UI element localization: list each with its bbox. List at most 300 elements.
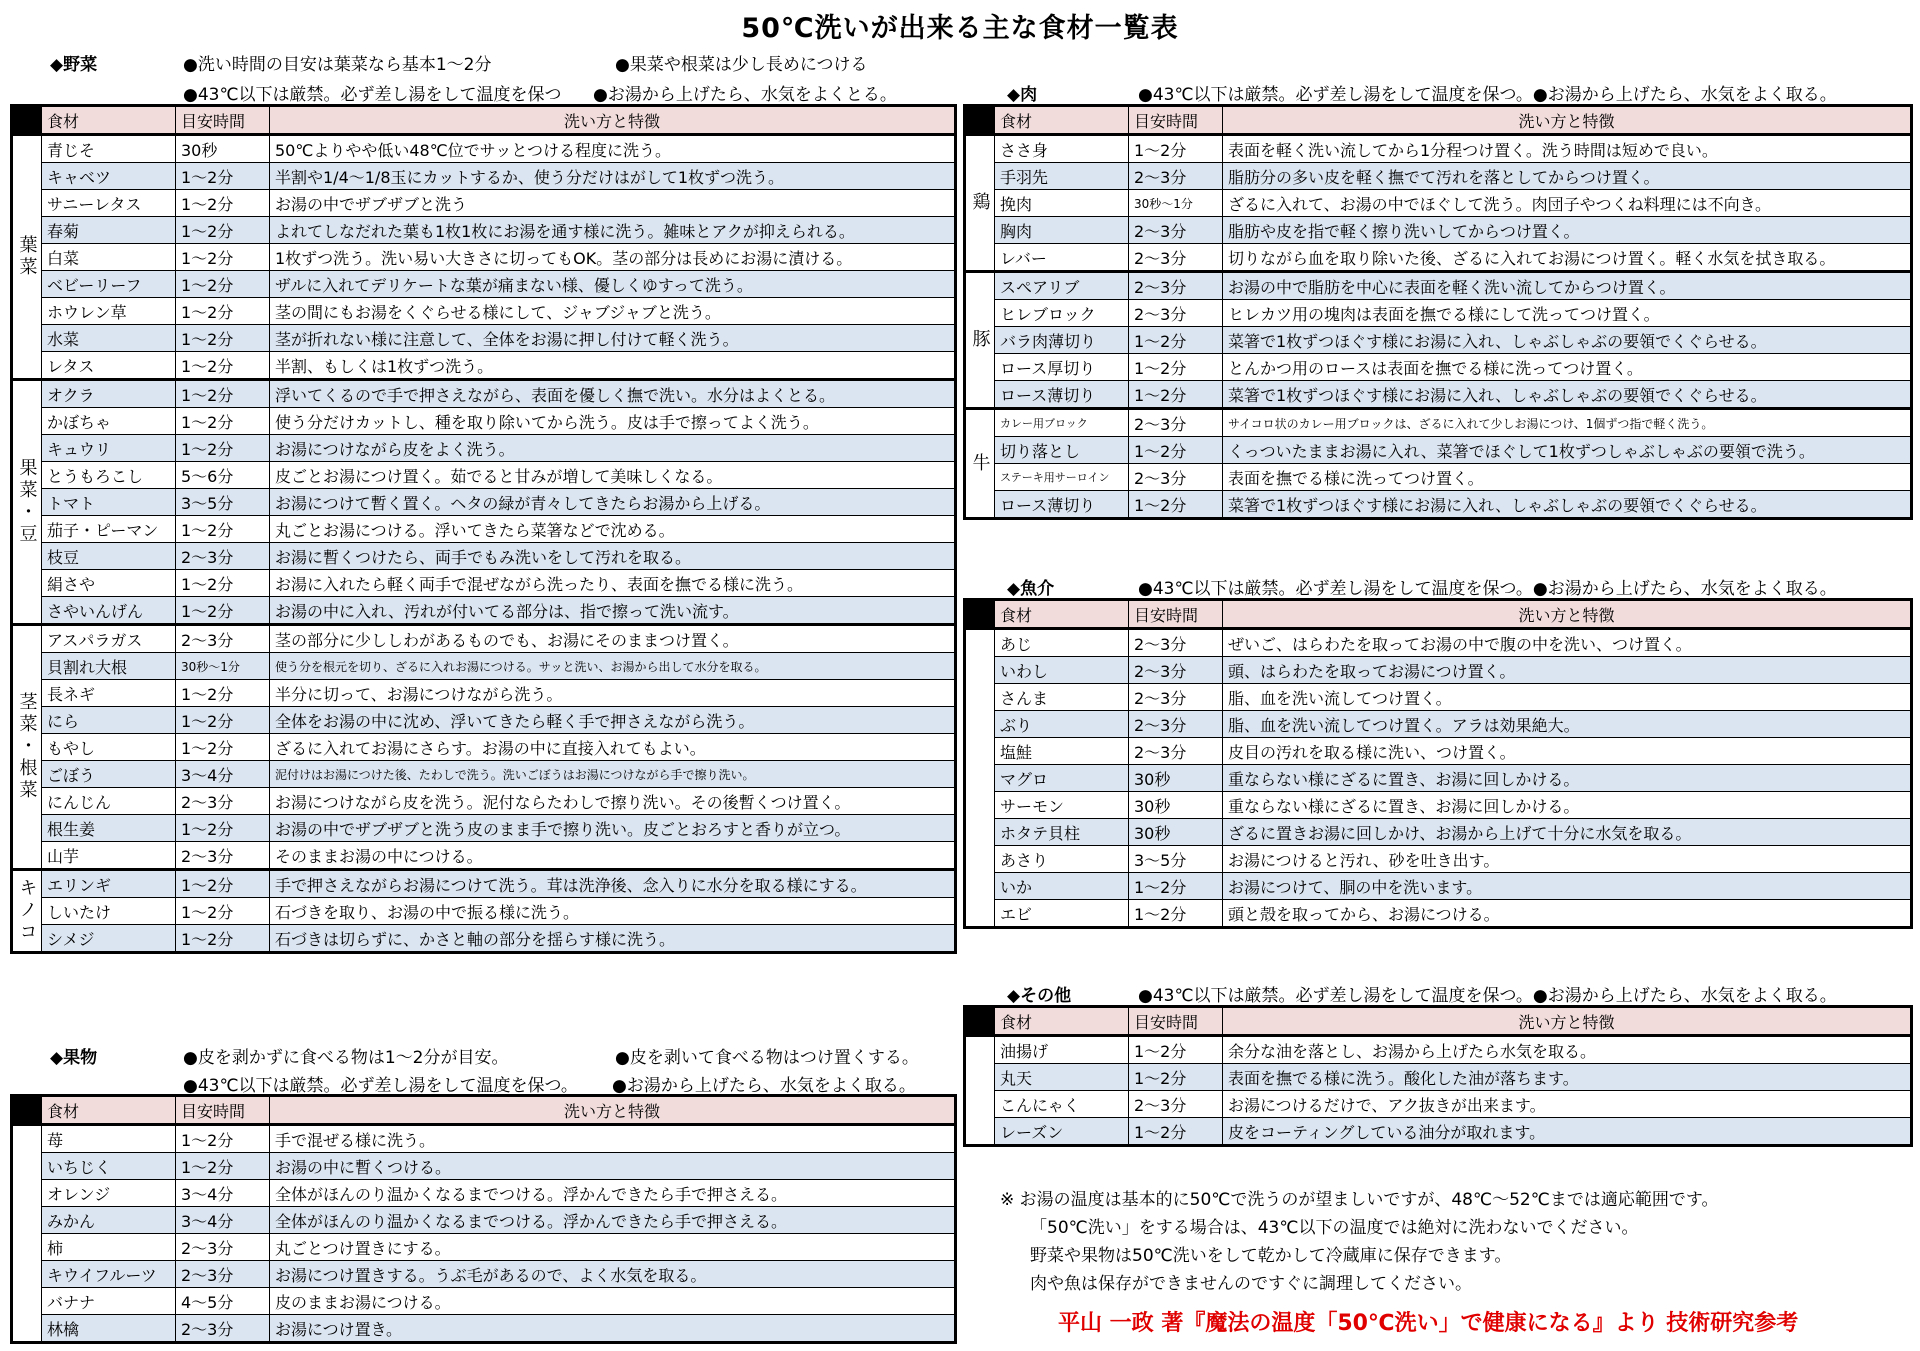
time-cell: 2～3分 xyxy=(1129,657,1223,684)
method-cell: お湯の中で脂肪を中心に表面を軽く洗い流してからつけ置く。 xyxy=(1223,272,1912,300)
method-cell: お湯に暫くつけたら、両手でもみ洗いをして汚れを取る。 xyxy=(270,543,956,570)
food-cell: オクラ xyxy=(42,380,176,408)
table-row xyxy=(965,765,1912,792)
time-cell: 1～2分 xyxy=(176,570,270,597)
food-cell: 青じそ xyxy=(42,135,176,163)
food-cell: あさり xyxy=(995,846,1129,873)
food-cell: とうもろこし xyxy=(42,462,176,489)
food-cell: キウイフルーツ xyxy=(42,1261,176,1288)
time-cell: 1～2分 xyxy=(1129,1064,1223,1091)
method-cell: お湯に入れたら軽く両手で混ぜながら洗ったり、表面を撫でる様に洗う。 xyxy=(270,570,956,597)
table-row xyxy=(12,244,956,271)
food-cell: かぼちゃ xyxy=(42,408,176,435)
table-row xyxy=(12,163,956,190)
method-cell: 皮のままお湯につける。 xyxy=(270,1288,956,1315)
food-cell: レタス xyxy=(42,352,176,380)
time-cell: 1～2分 xyxy=(176,380,270,408)
food-cell: ヒレブロック xyxy=(995,300,1129,327)
method-cell: お湯につけると汚れ、砂を吐き出す。 xyxy=(1223,846,1912,873)
table-row xyxy=(965,217,1912,244)
time-cell: 30秒 xyxy=(1129,819,1223,846)
veg-note-4: ●お湯から上げたら、水気をよくとる。 xyxy=(593,85,897,105)
table-row xyxy=(12,1315,956,1343)
time-cell: 4～5分 xyxy=(176,1288,270,1315)
group-label: 鶏 xyxy=(965,135,995,272)
method-cell: くっついたままお湯に入れ、菜箸でほぐして1枚ずつしゃぶしゃぶの要領で洗う。 xyxy=(1223,437,1912,464)
method-cell: 1枚ずつ洗う。洗い易い大きさに切ってもOK。茎の部分は長めにお湯に漬ける。 xyxy=(270,244,956,271)
food-cell: バナナ xyxy=(42,1288,176,1315)
time-cell: 2～3分 xyxy=(1129,629,1223,657)
group-label: 茎菜・根菜 xyxy=(12,625,42,870)
time-cell: 2～3分 xyxy=(1129,217,1223,244)
food-cell: レーズン xyxy=(995,1118,1129,1146)
time-cell: 1～2分 xyxy=(1129,381,1223,409)
method-cell: お湯の中に暫くつける。 xyxy=(270,1153,956,1180)
time-cell: 1～2分 xyxy=(1129,354,1223,381)
table-header-row xyxy=(965,1007,1912,1036)
table-row xyxy=(12,1261,956,1288)
time-cell: 1～2分 xyxy=(176,244,270,271)
table-row xyxy=(12,1180,956,1207)
food-cell: ぶり xyxy=(995,711,1129,738)
food-cell: 苺 xyxy=(42,1125,176,1153)
table-row xyxy=(12,761,956,788)
time-cell: 2～3分 xyxy=(1129,684,1223,711)
header-corner xyxy=(965,600,995,629)
method-cell: 50℃よりやや低い48℃位でサッとつける程度に洗う。 xyxy=(270,135,956,163)
time-cell: 1～2分 xyxy=(176,435,270,462)
table-row xyxy=(12,325,956,352)
food-cell: あじ xyxy=(995,629,1129,657)
time-cell: 1～2分 xyxy=(176,352,270,380)
method-cell: 半割、もしくは1枚ずつ洗う。 xyxy=(270,352,956,380)
time-cell: 3～4分 xyxy=(176,1207,270,1234)
header-time: 目安時間 xyxy=(176,106,270,135)
food-cell: トマト xyxy=(42,489,176,516)
food-cell: マグロ xyxy=(995,765,1129,792)
fruit-note-2: ●皮を剥いて食べる物はつけ置くする。 xyxy=(615,1048,919,1068)
table-row xyxy=(12,1125,956,1153)
header-time: 目安時間 xyxy=(1129,600,1223,629)
table-row xyxy=(12,734,956,761)
header-food: 食材 xyxy=(995,600,1129,629)
table-row xyxy=(12,842,956,870)
table-row xyxy=(965,1064,1912,1091)
food-cell: さんま xyxy=(995,684,1129,711)
fish-table xyxy=(963,598,1913,929)
table-row xyxy=(965,846,1912,873)
method-cell: 使う分だけカットし、種を取り除いてから洗う。皮は手で擦ってよく洗う。 xyxy=(270,408,956,435)
time-cell: 1～2分 xyxy=(176,516,270,543)
header-method: 洗い方と特徴 xyxy=(1223,106,1912,135)
food-cell: 塩鮭 xyxy=(995,738,1129,765)
food-cell: 油揚げ xyxy=(995,1036,1129,1064)
time-cell: 2～3分 xyxy=(1129,464,1223,491)
time-cell: 1～2分 xyxy=(176,163,270,190)
method-cell: 菜箸で1枚ずつほぐす様にお湯に入れ、しゃぶしゃぶの要領でくぐらせる。 xyxy=(1223,491,1912,519)
table-row xyxy=(12,653,956,680)
food-cell: にら xyxy=(42,707,176,734)
group-spacer xyxy=(965,629,995,928)
food-cell: 手羽先 xyxy=(995,163,1129,190)
time-cell: 1～2分 xyxy=(1129,491,1223,519)
fruit-table xyxy=(10,1094,957,1344)
food-cell: 茄子・ピーマン xyxy=(42,516,176,543)
table-row xyxy=(12,625,956,653)
food-cell: にんじん xyxy=(42,788,176,815)
other-table xyxy=(963,1005,1913,1147)
method-cell: お湯につけて暫く置く。ヘタの緑が青々してきたらお湯から上げる。 xyxy=(270,489,956,516)
table-row xyxy=(12,680,956,707)
food-cell: エビ xyxy=(995,900,1129,928)
header-food: 食材 xyxy=(42,106,176,135)
food-cell: ステーキ用サーロイン xyxy=(995,464,1129,491)
method-cell: 重ならない様にざるに置き、お湯に回しかける。 xyxy=(1223,765,1912,792)
method-cell: 全体がほんのり温かくなるまでつける。浮かんできたら手で押さえる。 xyxy=(270,1207,956,1234)
group-spacer xyxy=(965,1036,995,1146)
method-cell: ザルに入れてデリケートな葉が痛まない様、優しくゆすって洗う。 xyxy=(270,271,956,298)
method-cell: 切りながら血を取り除いた後、ざるに入れてお湯につけ置く。軽く水気を拭き取る。 xyxy=(1223,244,1912,272)
food-cell: 挽肉 xyxy=(995,190,1129,217)
food-cell: サニーレタス xyxy=(42,190,176,217)
table-header-row xyxy=(12,106,956,135)
table-header-row xyxy=(965,600,1912,629)
veg-note-2: ●果菜や根菜は少し長めにつける xyxy=(615,55,868,75)
time-cell: 1～2分 xyxy=(1129,1036,1223,1064)
time-cell: 2～3分 xyxy=(1129,1091,1223,1118)
food-cell: ホウレン草 xyxy=(42,298,176,325)
footnote-2: 「50℃洗い」をする場合は、43℃以下の温度では絶対に洗わないでください。 xyxy=(1030,1218,1639,1238)
food-cell: 柿 xyxy=(42,1234,176,1261)
time-cell: 30秒～1分 xyxy=(176,653,270,680)
food-cell: 春菊 xyxy=(42,217,176,244)
header-method: 洗い方と特徴 xyxy=(270,1096,956,1125)
time-cell: 2～3分 xyxy=(1129,272,1223,300)
table-row xyxy=(12,1207,956,1234)
method-cell: 皮をコーティングしている油分が取れます。 xyxy=(1223,1118,1912,1146)
method-cell: 半割や1/4～1/8玉にカットするか、使う分だけはがして1枚ずつ洗う。 xyxy=(270,163,956,190)
food-cell: シメジ xyxy=(42,925,176,953)
table-row xyxy=(12,815,956,842)
method-cell: お湯につけながら皮を洗う。泥付ならたわしで擦り洗い。その後暫くつけ置く。 xyxy=(270,788,956,815)
time-cell: 1～2分 xyxy=(176,217,270,244)
header-time: 目安時間 xyxy=(1129,1007,1223,1036)
table-row xyxy=(965,792,1912,819)
food-cell: ロース薄切り xyxy=(995,381,1129,409)
food-cell: カレー用ブロック xyxy=(995,409,1129,437)
table-row xyxy=(965,491,1912,519)
time-cell: 1～2分 xyxy=(176,707,270,734)
group-label: 葉菜 xyxy=(12,135,42,380)
method-cell: 重ならない様にざるに置き、お湯に回しかける。 xyxy=(1223,792,1912,819)
header-food: 食材 xyxy=(995,1007,1129,1036)
header-method: 洗い方と特徴 xyxy=(1223,1007,1912,1036)
veg-note-1: ●洗い時間の目安は葉菜なら基本1～2分 xyxy=(183,55,492,75)
group-label: 果菜・豆 xyxy=(12,380,42,625)
time-cell: 2～3分 xyxy=(1129,244,1223,272)
table-row xyxy=(965,1118,1912,1146)
table-row xyxy=(965,1091,1912,1118)
food-cell: バラ肉薄切り xyxy=(995,327,1129,354)
time-cell: 1～2分 xyxy=(176,734,270,761)
table-row xyxy=(12,516,956,543)
table-row xyxy=(965,163,1912,190)
table-row xyxy=(965,135,1912,163)
method-cell: 脂肪分の多い皮を軽く撫でて汚れを落としてからつけ置く。 xyxy=(1223,163,1912,190)
food-cell: サーモン xyxy=(995,792,1129,819)
fruit-section-title: ◆果物 xyxy=(50,1048,98,1068)
time-cell: 1～2分 xyxy=(176,1153,270,1180)
header-method: 洗い方と特徴 xyxy=(1223,600,1912,629)
table-row xyxy=(965,244,1912,272)
method-cell: 表面を撫でる様に洗ってつけ置く。 xyxy=(1223,464,1912,491)
table-row xyxy=(965,437,1912,464)
time-cell: 3～5分 xyxy=(176,489,270,516)
food-cell: 絹さや xyxy=(42,570,176,597)
time-cell: 2～3分 xyxy=(176,788,270,815)
method-cell: お湯の中に入れ、汚れが付いてる部分は、指で擦って洗い流す。 xyxy=(270,597,956,625)
time-cell: 1～2分 xyxy=(176,815,270,842)
time-cell: 1～2分 xyxy=(176,898,270,925)
time-cell: 3～4分 xyxy=(176,1180,270,1207)
time-cell: 1～2分 xyxy=(176,597,270,625)
food-cell: 白菜 xyxy=(42,244,176,271)
table-row xyxy=(965,354,1912,381)
time-cell: 2～3分 xyxy=(176,543,270,570)
food-cell: 切り落とし xyxy=(995,437,1129,464)
time-cell: 30秒 xyxy=(1129,792,1223,819)
table-row xyxy=(965,684,1912,711)
time-cell: 1～2分 xyxy=(1129,437,1223,464)
table-row xyxy=(12,380,956,408)
method-cell: お湯の中でザブザブと洗う xyxy=(270,190,956,217)
table-row xyxy=(965,711,1912,738)
other-note: ●43℃以下は厳禁。必ず差し湯をして温度を保つ。●お湯から上げたら、水気をよく取る。 xyxy=(1138,986,1837,1006)
group-label: 牛 xyxy=(965,409,995,519)
table-row xyxy=(12,543,956,570)
time-cell: 1～2分 xyxy=(176,680,270,707)
meat-table xyxy=(963,104,1913,520)
method-cell: 茎が折れない様に注意して、全体をお湯に押し付けて軽く洗う。 xyxy=(270,325,956,352)
table-row xyxy=(12,135,956,163)
header-corner xyxy=(12,106,42,135)
fish-note: ●43℃以下は厳禁。必ず差し湯をして温度を保つ。●お湯から上げたら、水気をよく取る。 xyxy=(1138,579,1837,599)
food-cell: 林檎 xyxy=(42,1315,176,1343)
fruit-note-3: ●43℃以下は厳禁。必ず差し湯をして温度を保つ。 xyxy=(183,1076,578,1096)
time-cell: 3～5分 xyxy=(1129,846,1223,873)
time-cell: 1～2分 xyxy=(176,870,270,898)
food-cell: さやいんげん xyxy=(42,597,176,625)
time-cell: 2～3分 xyxy=(1129,163,1223,190)
food-cell: キャベツ xyxy=(42,163,176,190)
table-header-row xyxy=(965,106,1912,135)
method-cell: 皮ごとお湯につけ置く。茹でると甘みが増して美味しくなる。 xyxy=(270,462,956,489)
method-cell: とんかつ用のロースは表面を撫でる様に洗ってつけ置く。 xyxy=(1223,354,1912,381)
food-cell: いわし xyxy=(995,657,1129,684)
table-row xyxy=(965,381,1912,409)
food-cell: アスパラガス xyxy=(42,625,176,653)
table-row xyxy=(12,925,956,953)
method-cell: 脂肪や皮を指で軽く擦り洗いしてからつけ置く。 xyxy=(1223,217,1912,244)
time-cell: 5～6分 xyxy=(176,462,270,489)
header-corner xyxy=(965,106,995,135)
table-row xyxy=(965,657,1912,684)
table-row xyxy=(12,489,956,516)
header-method: 洗い方と特徴 xyxy=(270,106,956,135)
time-cell: 2～3分 xyxy=(1129,711,1223,738)
method-cell: 頭、はらわたを取ってお湯につけ置く。 xyxy=(1223,657,1912,684)
table-row xyxy=(965,1036,1912,1064)
table-row xyxy=(12,1153,956,1180)
time-cell: 2～3分 xyxy=(176,1261,270,1288)
food-cell: みかん xyxy=(42,1207,176,1234)
table-row xyxy=(12,870,956,898)
meat-section-title: ◆肉 xyxy=(1007,85,1038,105)
time-cell: 2～3分 xyxy=(1129,738,1223,765)
table-row xyxy=(965,327,1912,354)
time-cell: 1～2分 xyxy=(176,925,270,953)
method-cell: 全体がほんのり温かくなるまでつける。浮かんできたら手で押さえる。 xyxy=(270,1180,956,1207)
method-cell: お湯につけて、胴の中を洗います。 xyxy=(1223,873,1912,900)
table-row xyxy=(12,707,956,734)
fruit-note-4: ●お湯から上げたら、水気をよく取る。 xyxy=(612,1076,916,1096)
header-corner xyxy=(12,1096,42,1125)
table-row xyxy=(12,190,956,217)
food-cell: ごぼう xyxy=(42,761,176,788)
food-cell: レバー xyxy=(995,244,1129,272)
method-cell: サイコロ状のカレー用ブロックは、ざるに入れて少しお湯につけ、1個ずつ指で軽く洗う。 xyxy=(1223,409,1912,437)
header-food: 食材 xyxy=(42,1096,176,1125)
table-header-row xyxy=(12,1096,956,1125)
method-cell: そのままお湯の中につける。 xyxy=(270,842,956,870)
table-row xyxy=(965,272,1912,300)
food-cell: もやし xyxy=(42,734,176,761)
method-cell: 表面を撫でる様に洗う。酸化した油が落ちます。 xyxy=(1223,1064,1912,1091)
food-cell: 長ネギ xyxy=(42,680,176,707)
time-cell: 2～3分 xyxy=(1129,409,1223,437)
table-row xyxy=(12,271,956,298)
time-cell: 30秒～1分 xyxy=(1129,190,1223,217)
table-row xyxy=(12,352,956,380)
table-row xyxy=(12,898,956,925)
table-row xyxy=(965,738,1912,765)
method-cell: 半分に切って、お湯につけながら洗う。 xyxy=(270,680,956,707)
table-row xyxy=(12,1234,956,1261)
fish-section-title: ◆魚介 xyxy=(1007,579,1055,599)
method-cell: 手で混ぜる様に洗う。 xyxy=(270,1125,956,1153)
veg-section-title: ◆野菜 xyxy=(50,55,98,75)
time-cell: 1～2分 xyxy=(1129,327,1223,354)
method-cell: お湯につけ置き。 xyxy=(270,1315,956,1343)
method-cell: 余分な油を落とし、お湯から上げたら水気を取る。 xyxy=(1223,1036,1912,1064)
time-cell: 30秒 xyxy=(1129,765,1223,792)
method-cell: 泥付けはお湯につけた後、たわしで洗う。洗いごぼうはお湯につけながら手で擦り洗い。 xyxy=(270,761,956,788)
food-cell: スペアリブ xyxy=(995,272,1129,300)
food-cell: いちじく xyxy=(42,1153,176,1180)
table-row xyxy=(965,300,1912,327)
method-cell: 全体をお湯の中に沈め、浮いてきたら軽く手で押さえながら洗う。 xyxy=(270,707,956,734)
food-cell: ロース厚切り xyxy=(995,354,1129,381)
time-cell: 1～2分 xyxy=(176,298,270,325)
method-cell: お湯の中でザブザブと洗う皮のまま手で擦り洗い。皮ごとおろすと香りが立つ。 xyxy=(270,815,956,842)
header-time: 目安時間 xyxy=(176,1096,270,1125)
group-label: 豚 xyxy=(965,272,995,409)
table-row xyxy=(965,629,1912,657)
footnote-4: 肉や魚は保存ができませんのですぐに調理してください。 xyxy=(1030,1274,1472,1294)
table-row xyxy=(12,298,956,325)
header-corner xyxy=(965,1007,995,1036)
header-food: 食材 xyxy=(995,106,1129,135)
header-time: 目安時間 xyxy=(1129,106,1223,135)
method-cell: 石づきは切らずに、かさと軸の部分を揺らす様に洗う。 xyxy=(270,925,956,953)
food-cell: ささ身 xyxy=(995,135,1129,163)
food-cell: キュウリ xyxy=(42,435,176,462)
table-row xyxy=(965,190,1912,217)
page-title: 50℃洗いが出来る主な食材一覧表 xyxy=(741,13,1179,44)
time-cell: 2～3分 xyxy=(176,1315,270,1343)
food-cell: オレンジ xyxy=(42,1180,176,1207)
method-cell: 使う分を根元を切り、ざるに入れお湯につける。サッと洗い、お湯から出して水分を取る。 xyxy=(270,653,956,680)
table-row xyxy=(965,873,1912,900)
food-cell: しいたけ xyxy=(42,898,176,925)
method-cell: 丸ごとお湯につける。浮いてきたら菜箸などで沈める。 xyxy=(270,516,956,543)
method-cell: 頭と殻を取ってから、お湯につける。 xyxy=(1223,900,1912,928)
food-cell: 枝豆 xyxy=(42,543,176,570)
meat-note: ●43℃以下は厳禁。必ず差し湯をして温度を保つ。●お湯から上げたら、水気をよく取る。 xyxy=(1138,85,1837,105)
time-cell: 2～3分 xyxy=(1129,300,1223,327)
food-cell: 根生姜 xyxy=(42,815,176,842)
veg-note-3: ●43℃以下は厳禁。必ず差し湯をして温度を保つ xyxy=(183,85,562,105)
table-row xyxy=(12,788,956,815)
method-cell: お湯につけながら皮をよく洗う。 xyxy=(270,435,956,462)
method-cell: 皮目の汚れを取る様に洗い、つけ置く。 xyxy=(1223,738,1912,765)
table-row xyxy=(12,1288,956,1315)
table-row xyxy=(965,819,1912,846)
method-cell: 表面を軽く洗い流してから1分程つけ置く。洗う時間は短めで良い。 xyxy=(1223,135,1912,163)
table-row xyxy=(965,900,1912,928)
food-cell: エリンギ xyxy=(42,870,176,898)
method-cell: お湯につけ置きする。うぶ毛があるので、よく水気を取る。 xyxy=(270,1261,956,1288)
time-cell: 1～2分 xyxy=(176,1125,270,1153)
food-cell: 山芋 xyxy=(42,842,176,870)
time-cell: 2～3分 xyxy=(176,625,270,653)
time-cell: 2～3分 xyxy=(176,842,270,870)
food-cell: 貝割れ大根 xyxy=(42,653,176,680)
food-cell: ロース薄切り xyxy=(995,491,1129,519)
time-cell: 1～2分 xyxy=(1129,135,1223,163)
table-row xyxy=(12,462,956,489)
table-row xyxy=(12,570,956,597)
time-cell: 1～2分 xyxy=(176,325,270,352)
table-row xyxy=(12,435,956,462)
method-cell: ざるに置きお湯に回しかけ、お湯から上げて十分に水気を取る。 xyxy=(1223,819,1912,846)
time-cell: 30秒 xyxy=(176,135,270,163)
method-cell: ヒレカツ用の塊肉は表面を撫でる様にして洗ってつけ置く。 xyxy=(1223,300,1912,327)
time-cell: 2～3分 xyxy=(176,1234,270,1261)
food-cell: いか xyxy=(995,873,1129,900)
method-cell: 脂、血を洗い流してつけ置く。アラは効果絶大。 xyxy=(1223,711,1912,738)
method-cell: 石づきを取り、お湯の中で振る様に洗う。 xyxy=(270,898,956,925)
footnote-1: ※ お湯の温度は基本的に50℃で洗うのが望ましいですが、48℃～52℃までは適応範囲です。 xyxy=(1000,1190,1719,1210)
method-cell: 菜箸で1枚ずつほぐす様にお湯に入れ、しゃぶしゃぶの要領でくぐらせる。 xyxy=(1223,327,1912,354)
group-spacer xyxy=(12,1125,42,1343)
method-cell: 脂、血を洗い流してつけ置く。 xyxy=(1223,684,1912,711)
table-row xyxy=(12,217,956,244)
footnote-3: 野菜や果物は50℃洗いをして乾かして冷蔵庫に保存できます。 xyxy=(1030,1246,1512,1266)
method-cell: 茎の部分に少ししわがあるものでも、お湯にそのままつけ置く。 xyxy=(270,625,956,653)
method-cell: 丸ごとつけ置きにする。 xyxy=(270,1234,956,1261)
time-cell: 1～2分 xyxy=(1129,1118,1223,1146)
